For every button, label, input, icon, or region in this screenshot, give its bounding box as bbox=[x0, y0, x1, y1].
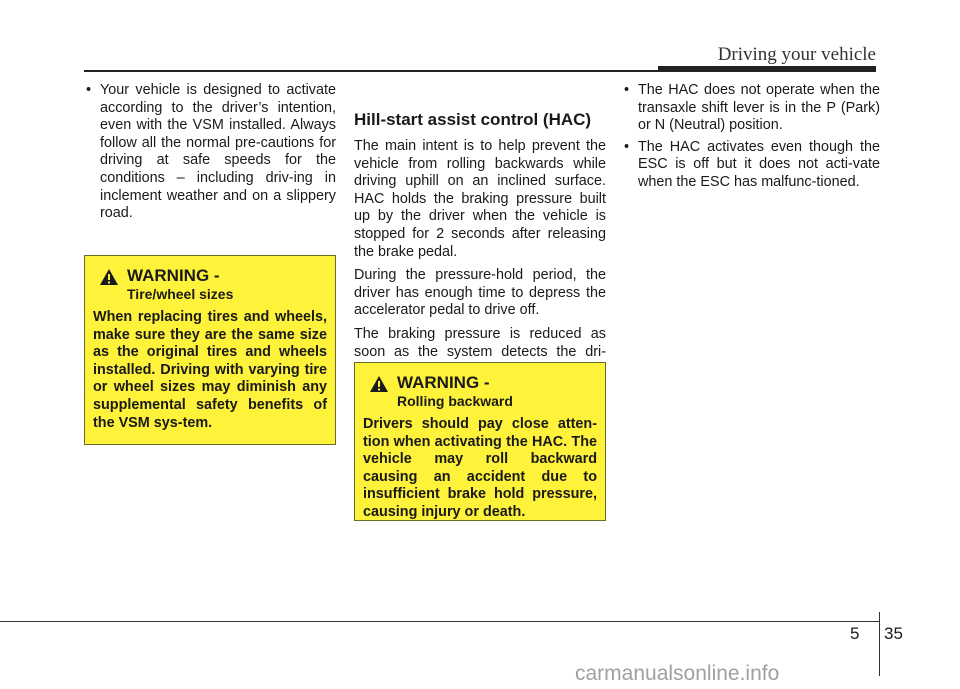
chapter-number: 5 bbox=[850, 624, 860, 643]
warning-body: When replacing tires and wheels, make sure they are the same size as the original tires and wheels installed. Driving with varying tire or wheel sizes may diminish any supplemental safety benefits of the VSM sys-tem. bbox=[93, 309, 327, 431]
list-item bbox=[622, 139, 880, 192]
warning-header bbox=[93, 266, 327, 303]
warning-triangle-icon bbox=[369, 375, 389, 393]
bullet-dot: • bbox=[624, 138, 630, 155]
paragraph: During the pressure-hold period, the driver has enough time to depress the accelerator pedal to drive off. bbox=[354, 267, 606, 319]
paragraph: The main intent is to help prevent the vehicle from rolling backwards while driving uphill on an inclined surface. HAC holds the braking pressure built up by the driver when the vehicle is stopped for 2 seconds after releasing the brake pedal. bbox=[354, 138, 606, 260]
warning-subject: Rolling backward bbox=[397, 393, 513, 409]
warning-body: Drivers should pay close atten-tion when activating the HAC. The vehicle may roll backward causing an accident due to insufficient brake hold pressure, causing injury or death. bbox=[363, 416, 597, 520]
bullet-dot: • bbox=[86, 82, 92, 98]
warning-label: WARNING - bbox=[397, 373, 490, 392]
paragraph: The braking pressure is reduced as soon as the system detects the dri- bbox=[354, 325, 606, 360]
bullet-text: Your vehicle is designed to activate according to the driver’s intention, even with the VSM installed. Always follow all the normal pre-cautions for driving at safe speeds for the conditions – including driv-ing in inclement weather and on a slippery road. bbox=[100, 82, 336, 222]
bullet-dot: • bbox=[624, 82, 630, 98]
footer-divider bbox=[879, 612, 880, 676]
warning-label: WARNING - bbox=[127, 266, 220, 285]
footer-rule bbox=[0, 621, 880, 622]
warning-triangle-icon bbox=[99, 268, 119, 286]
warning-box-rolling-backward bbox=[354, 362, 606, 521]
section-heading: Hill-start assist control (HAC) bbox=[354, 110, 592, 129]
list-item bbox=[84, 82, 336, 223]
bullet-text: The HAC activates even though the ESC is off but it does not acti-vate when the ESC has malfunc-tioned. bbox=[638, 138, 880, 190]
bullet-text: The HAC does not operate when the transaxle shift lever is in the P (Park) or N (Neutral) position. bbox=[638, 82, 880, 134]
list-item bbox=[622, 82, 880, 135]
header-rule-accent bbox=[658, 66, 876, 72]
warning-box-tire-wheel bbox=[84, 255, 336, 445]
column-left bbox=[84, 82, 336, 227]
section-title: Driving your vehicle bbox=[717, 44, 876, 65]
warning-header bbox=[363, 373, 597, 410]
warning-subject: Tire/wheel sizes bbox=[127, 286, 234, 302]
column-middle bbox=[354, 82, 606, 385]
column-right bbox=[622, 82, 880, 196]
watermark: carmanualsonline.info bbox=[575, 662, 780, 685]
page-number: 35 bbox=[884, 624, 903, 643]
